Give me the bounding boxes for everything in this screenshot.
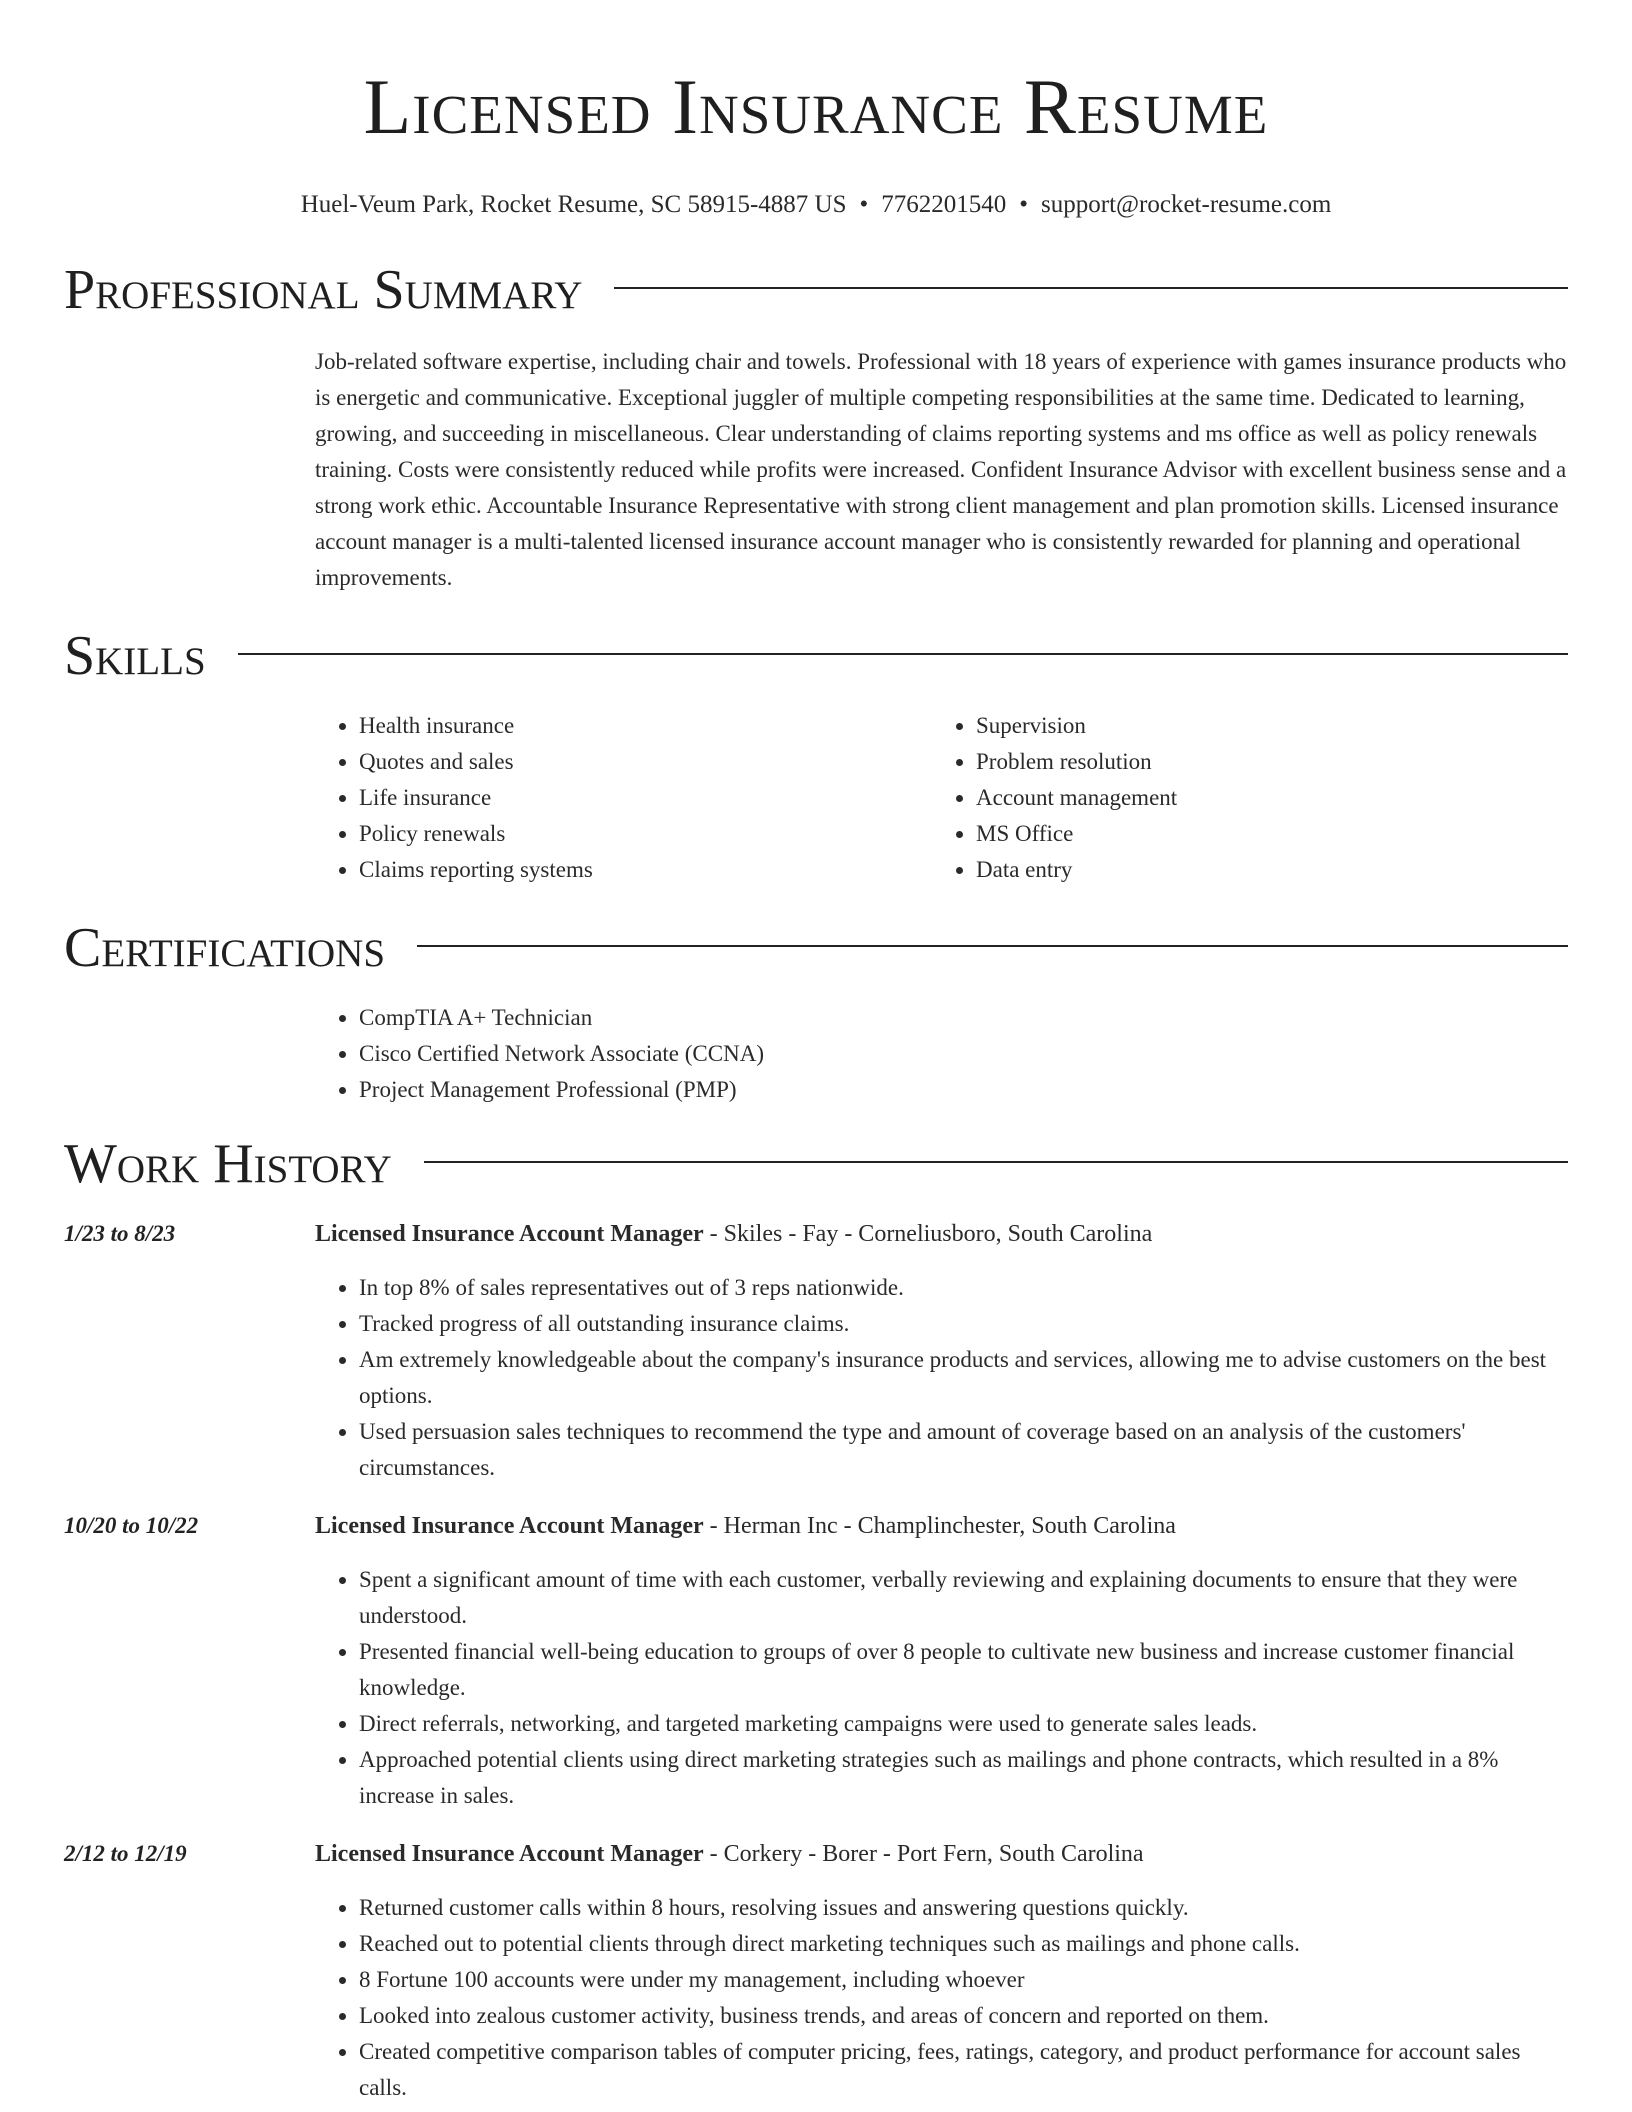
job-bullet: • Spent a significant amount of time with each customer, verbally reviewing and explaining documents to ensure that they were understood. (359, 1562, 1568, 1634)
certification-item: • Project Management Professional (PMP) (359, 1072, 1568, 1108)
certification-item: • CompTIA A+ Technician (359, 1000, 1568, 1036)
summary-heading: Professional Summary (64, 259, 583, 321)
job-responsibilities (315, 1562, 1568, 1814)
section-heading-summary (64, 260, 1568, 320)
job-entry (64, 1216, 1568, 1486)
summary-text: Job-related software expertise, including chair and towels. Professional with 18 years of experience with games insurance products who is energetic and communicative. Exceptional juggler of multiple competing responsibilities at the same time. Dedicated to learning, growing, and succeeding in miscellaneous. Clear understanding of claims reporting systems and ms office as well as policy renewals training. Costs were consistently reduced while profits were increased. Confident Insurance Advisor with excellent business sense and a strong work ethic. Accountable Insurance Representative with strong client management and plan promotion skills. Licensed insurance account manager is a multi-talented licensed insurance account manager who is consistently rewarded for planning and operational improvements. (315, 349, 1567, 590)
job-responsibilities (315, 1890, 1568, 2106)
job-title-line (315, 1836, 1568, 1872)
job-entry (64, 1836, 1568, 2106)
skills-list (315, 708, 1568, 888)
job-entry (64, 1508, 1568, 1814)
certifications-heading: Certifications (64, 917, 386, 979)
job-responsibilities (315, 1270, 1568, 1486)
contact-separator: • (1019, 191, 1029, 218)
section-divider (614, 287, 1568, 289)
job-role: Licensed Insurance Account Manager (315, 1841, 704, 1867)
skill-item: • Policy renewals (359, 816, 932, 852)
job-bullet: • Direct referrals, networking, and targeted marketing campaigns were used to generate sales leads. (359, 1706, 1568, 1742)
job-bullet: • Reached out to potential clients through direct marketing techniques such as mailings and phone calls. (359, 1926, 1568, 1962)
skill-item: • Problem resolution (976, 744, 1549, 780)
skill-item: • Data entry (976, 852, 1549, 888)
skill-item: • Health insurance (359, 708, 932, 744)
section-divider (238, 653, 1568, 655)
skill-item: • Account management (976, 780, 1549, 816)
job-body (315, 1836, 1568, 2106)
job-bullet: • Tracked progress of all outstanding insurance claims. (359, 1306, 1568, 1342)
job-bullet: • Approached potential clients using direct marketing strategies such as mailings and phone contracts, which resulted in a 8% increase in sales. (359, 1742, 1568, 1814)
skill-item: • Claims reporting systems (359, 852, 932, 888)
job-employer-location: - Corkery - Borer - Port Fern, South Carolina (703, 1841, 1144, 1867)
job-bullet: • Looked into zealous customer activity, business trends, and areas of concern and reported on them. (359, 1998, 1568, 2034)
resume-name: Licensed Insurance Resume (363, 63, 1269, 150)
job-bullet: • Used persuasion sales techniques to recommend the type and amount of coverage based on an analysis of the customers' circumstances. (359, 1414, 1568, 1486)
job-bullet: • In top 8% of sales representatives out of 3 reps nationwide. (359, 1270, 1568, 1306)
job-bullet: • Am extremely knowledgeable about the company's insurance products and services, allowing me to advise customers on the best options. (359, 1342, 1568, 1414)
skills-heading: Skills (64, 625, 206, 687)
skill-item: • Quotes and sales (359, 744, 932, 780)
job-dates: 10/20 to 10/22 (64, 1513, 199, 1538)
job-dates: 2/12 to 12/19 (64, 1841, 187, 1866)
job-bullet: • Returned customer calls within 8 hours, resolving issues and answering questions quickly. (359, 1890, 1568, 1926)
certifications-list (315, 1000, 1568, 1108)
job-bullet: • 8 Fortune 100 accounts were under my management, including whoever (359, 1962, 1568, 1998)
work-history-heading: Work History (64, 1133, 392, 1195)
contact-separator: • (859, 191, 869, 218)
skills-column-right (932, 708, 1549, 888)
job-bullet: • Created competitive comparison tables of computer pricing, fees, ratings, category, and product performance for account sales calls. (359, 2034, 1568, 2106)
skill-item: • Supervision (976, 708, 1549, 744)
section-divider (417, 945, 1568, 947)
job-body (315, 1216, 1568, 1486)
resume-page (64, 0, 1568, 2106)
contact-email: support@rocket-resume.com (1041, 191, 1332, 218)
skill-item: • MS Office (976, 816, 1549, 852)
job-body (315, 1508, 1568, 1814)
certification-item: • Cisco Certified Network Associate (CCNA) (359, 1036, 1568, 1072)
skill-item: • Life insurance (359, 780, 932, 816)
contact-phone: 7762201540 (881, 191, 1007, 218)
section-heading-work-history (64, 1134, 1568, 1194)
contact-line (64, 190, 1568, 220)
job-role: Licensed Insurance Account Manager (315, 1221, 704, 1247)
skills-column-left (315, 708, 932, 888)
job-bullet: • Presented financial well-being education to groups of over 8 people to cultivate new business and increase customer financial knowledge. (359, 1634, 1568, 1706)
job-employer-location: - Herman Inc - Champlinchester, South Carolina (703, 1513, 1176, 1539)
contact-address: Huel-Veum Park, Rocket Resume, SC 58915-4887 US (300, 191, 847, 218)
job-title-line (315, 1508, 1568, 1544)
job-dates: 1/23 to 8/23 (64, 1221, 176, 1246)
section-divider (424, 1161, 1568, 1163)
job-employer-location: - Skiles - Fay - Corneliusboro, South Carolina (703, 1221, 1153, 1247)
section-heading-skills (64, 626, 1568, 686)
section-heading-certifications (64, 918, 1568, 978)
job-title-line (315, 1216, 1568, 1252)
job-role: Licensed Insurance Account Manager (315, 1513, 704, 1539)
